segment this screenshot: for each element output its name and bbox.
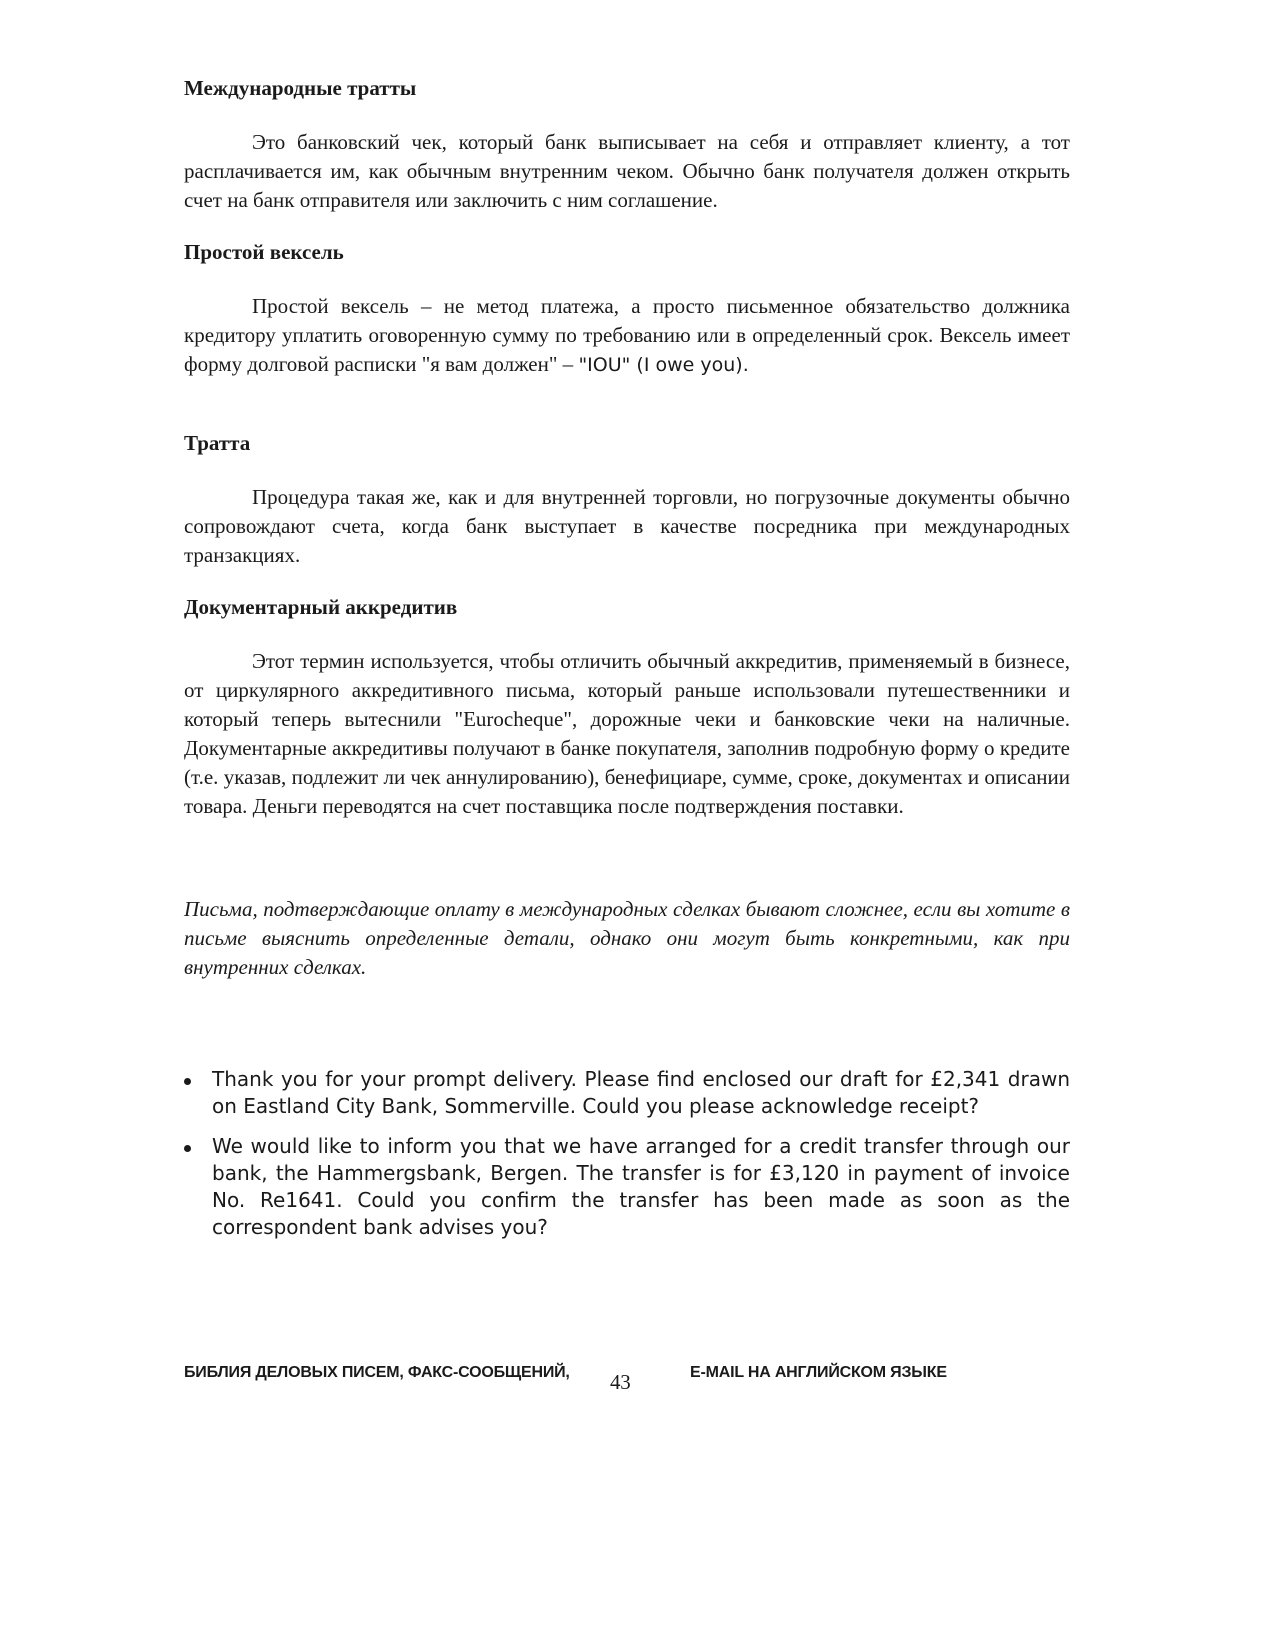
example-list [184,1066,1070,1254]
section-heading-draft: Тратта [184,431,251,455]
section-text-documentary-credit: Этот термин используется, чтобы отличить обычный аккредитив, применяемый в бизнесе, от циркулярного аккредитивного письма, который раньше использовали путешественники и который теперь вытеснили "Eurocheque", дорожные чеки и банковские чеки на наличные. Документарные аккредитивы получают в банке покупателя, заполнив подробную форму о кредите (т.е. указав, подлежит ли чек аннулированию), бенефициаре, сумме, сроке, документах и описании товара. Деньги переводятся на счет поставщика после подтверждения поставки. [184,649,1070,818]
section-heading-documentary-credit: Документарный аккредитив [184,595,458,619]
section-text-promissory-note [184,292,1070,380]
section-heading-promissory-note: Простой вексель [184,240,344,264]
example-text: Thank you for your prompt delivery. Please find enclosed our draft for £2,341 drawn on Eastland City Bank, Sommerville. Could you please acknowledge receipt? [212,1067,1070,1118]
page-number: 43 [610,1370,631,1394]
list-item [184,1133,1070,1241]
bullet-icon [184,1078,191,1085]
section-text-international-drafts: Это банковский чек, который банк выписывает на себя и отправляет клиенту, а тот расплачивается им, как обычным внутренним чеком. Обычно банк получателя должен открыть счет на банк отправителя или заключить с ним соглашение. [184,130,1070,212]
section-heading-international-drafts: Международные тратты [184,76,417,100]
bullet-icon [184,1145,191,1152]
iou-text: "IOU" (I owe you). [578,354,749,376]
footer-book-title-right: E-MAIL НА АНГЛИЙСКОМ ЯЗЫКЕ [690,1364,947,1381]
note-text: Письма, подтверждающие оплату в международных сделках бывают сложнее, если вы хотите в письме выяснить определенные детали, однако они могут быть конкретными, как при внутренних сделках. [184,897,1070,979]
section-text-draft: Процедура такая же, как и для внутренней торговли, но погрузочные документы обычно сопровождают счета, когда банк выступает в качестве посредника при международных транзакциях. [184,485,1070,567]
list-item [184,1066,1070,1120]
promissory-note-text: Простой вексель – не метод платежа, а просто письменное обязательство должника кредитору уплатить оговоренную сумму по требованию или в определенный срок. Вексель имеет форму долговой расписки "я вам должен" – [184,294,1070,376]
example-text: We would like to inform you that we have arranged for a credit transfer through our bank, the Hammergsbank, Bergen. The transfer is for £3,120 in payment of invoice No. Re1641. Could you confirm the transfer has been made as soon as the correspondent bank advises you? [212,1134,1070,1239]
footer-book-title-left: БИБЛИЯ ДЕЛОВЫХ ПИСЕМ, ФАКС-СООБЩЕНИЙ, [184,1364,570,1381]
